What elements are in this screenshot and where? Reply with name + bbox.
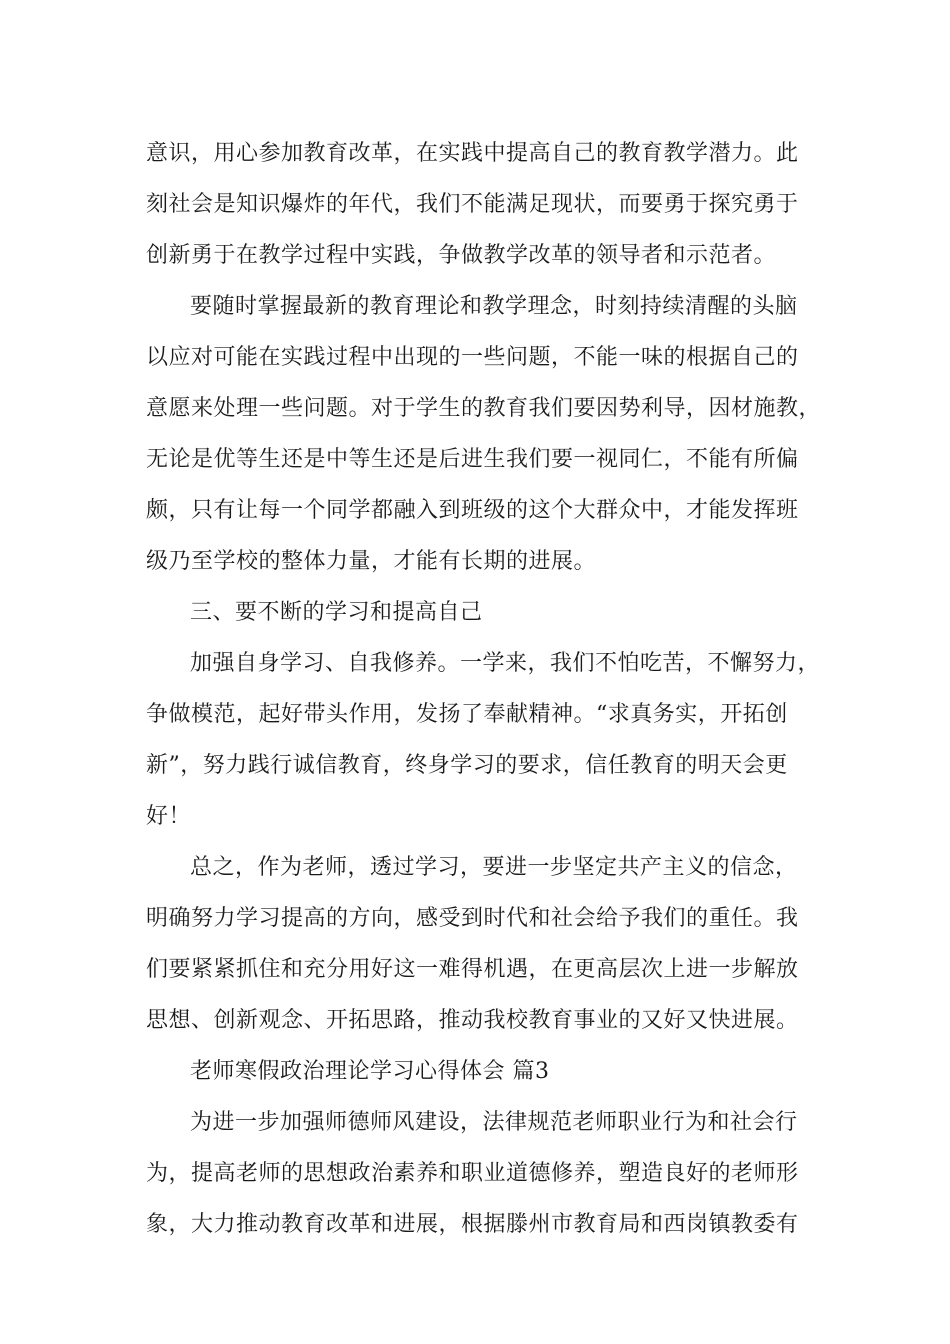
text-line: 总之，作为老师，透过学习，要进一步坚定共产主义的信念， xyxy=(190,855,798,880)
text-line: 好！ xyxy=(146,804,192,829)
text-line: 级乃至学校的整体力量，才能有长期的进展。 xyxy=(146,549,597,574)
text-line: 刻社会是知识爆炸的年代，我们不能满足现状，而要勇于探究勇于 xyxy=(146,192,799,217)
text-line: 颇，只有让每一个同学都融入到班级的这个大群众中，才能发挥班 xyxy=(146,498,799,523)
text-line: 为，提高老师的思想政治素养和职业道德修养，塑造良好的老师形 xyxy=(146,1161,799,1186)
text-line: 意愿来处理一些问题。对于学生的教育我们要因势利导，因材施教， xyxy=(146,396,822,421)
text-line: 明确努力学习提高的方向，感受到时代和社会给予我们的重任。我 xyxy=(146,906,799,931)
text-line: 象，大力推动教育改革和进展，根据滕州市教育局和西岗镇教委有 xyxy=(146,1212,799,1237)
text-line: 新”，努力践行诚信教育，终身学习的要求，信任教育的明天会更 xyxy=(146,753,788,778)
text-line: 思想、创新观念、开拓思路，推动我校教育事业的又好又快进展。 xyxy=(146,1008,799,1033)
text-line: 无论是优等生还是中等生还是后进生我们要一视同仁，不能有所偏 xyxy=(146,447,799,472)
text-line: 创新勇于在教学过程中实践，争做教学改革的领导者和示范者。 xyxy=(146,243,777,268)
text-line: 们要紧紧抓住和充分用好这一难得机遇，在更高层次上进一步解放 xyxy=(146,957,799,982)
text-line: 为进一步加强师德师风建设，法律规范老师职业行为和社会行 xyxy=(190,1110,798,1135)
text-line: 意识，用心参加教育改革，在实践中提高自己的教育教学潜力。此 xyxy=(146,141,799,166)
text-line: 要随时掌握最新的教育理论和教学理念，时刻持续清醒的头脑 xyxy=(190,294,798,319)
text-line: 老师寒假政治理论学习心得体会 篇3 xyxy=(190,1059,550,1084)
text-line: 以应对可能在实践过程中出现的一些问题，不能一味的根据自己的 xyxy=(146,345,799,370)
text-line: 三、要不断的学习和提高自己 xyxy=(190,600,483,625)
text-line: 加强自身学习、自我修养。一学来，我们不怕吃苦，不懈努力， xyxy=(190,651,821,676)
text-line: 争做模范，起好带头作用，发扬了奉献精神。“求真务实，开拓创 xyxy=(146,702,788,727)
document-body xyxy=(146,128,822,1250)
